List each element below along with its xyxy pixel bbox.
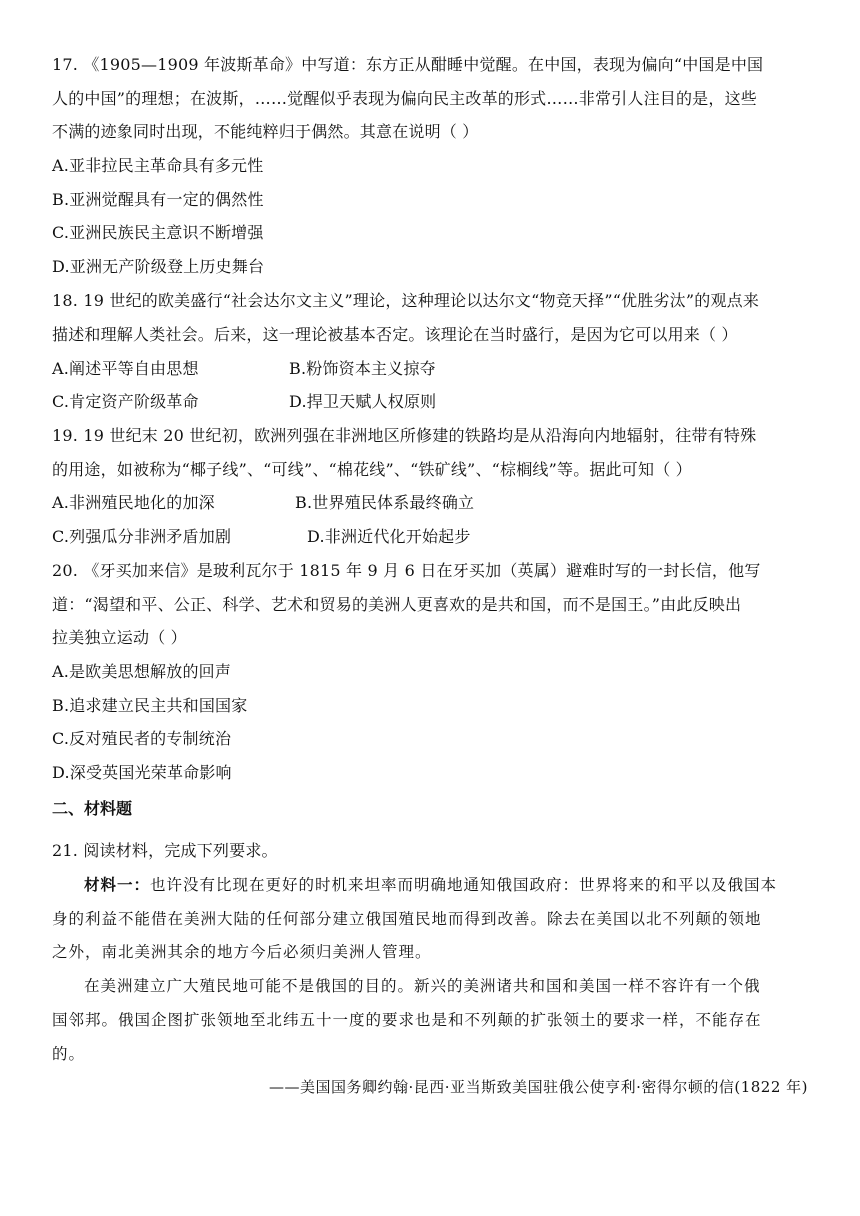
q17-line-2: 人的中国”的理想；在波斯，……觉醒似乎表现为偏向民主改革的形式……非常引人注目的是，这些 — [52, 89, 757, 108]
q20-line-3: 拉美独立运动（ ） — [52, 628, 187, 647]
material-1-p2-line-2: 国邻邦。俄国企图扩张领地至北纬五十一度的要求也是和不列颠的扩张领土的要求一样，不能存在 — [52, 1011, 762, 1029]
q19-option-c: C.列强瓜分非洲矛盾加剧 — [52, 527, 232, 546]
q17-option-c: C.亚洲民族民主意识不断增强 — [52, 223, 264, 242]
q20-option-d: D.深受英国光荣革命影响 — [52, 763, 232, 782]
q19-line-1: 19. 19 世纪末 20 世纪初，欧洲列强在非洲地区所修建的铁路均是从沿海向内地辐射，往带有特殊 — [52, 426, 757, 445]
material-source: ——美国国务卿约翰·昆西·亚当斯致美国驻俄公使亨利·密得尔顿的信(1822 年) — [269, 1078, 808, 1096]
material-1-line-1 — [84, 875, 777, 895]
q17-option-d: D.亚洲无产阶级登上历史舞台 — [52, 257, 265, 276]
q20-option-b: B.追求建立民主共和国国家 — [52, 696, 248, 715]
q17-line-3: 不满的迹象同时出现，不能纯粹归于偶然。其意在说明（ ） — [52, 122, 479, 141]
material-1-text: 也许没有比现在更好的时机来坦率而明确地通知俄国政府：世界将来的和平以及俄国本 — [150, 876, 778, 894]
q17-line-1: 17. 《1905—1909 年波斯革命》中写道：东方正从酣睡中觉醒。在中国，表现为偏向“中国是中国 — [52, 55, 764, 74]
q20-option-c: C.反对殖民者的专制统治 — [52, 729, 232, 748]
q17-option-a: A.亚非拉民主革命具有多元性 — [52, 156, 264, 175]
q18-option-b: B.粉饰资本主义掠夺 — [289, 359, 436, 378]
q19-option-d: D.非洲近代化开始起步 — [307, 527, 471, 546]
q21-intro: 21. 阅读材料，完成下列要求。 — [52, 841, 278, 860]
q20-line-2: 道：“渴望和平、公正、科学、艺术和贸易的美洲人更喜欢的是共和国，而不是国王。”由此反映出 — [52, 595, 742, 614]
material-1-line-2: 身的利益不能借在美洲大陆的任何部分建立俄国殖民地而得到改善。除去在美国以北不列颠的领地 — [52, 910, 762, 928]
q19-line-2: 的用途，如被称为“椰子线”、“可线”、“棉花线”、“铁矿线”、“棕榈线”等。据此可知（ ） — [52, 460, 692, 479]
q18-option-d: D.捍卫天赋人权原则 — [289, 392, 437, 411]
q18-line-1: 18. 19 世纪的欧美盛行“社会达尔文主义”理论，这种理论以达尔文“物竞天择”“优胜劣汰”的观点来 — [52, 291, 760, 310]
material-1-p2-line-1: 在美洲建立广大殖民地可能不是俄国的目的。新兴的美洲诸共和国和美国一样不容许有一个俄 — [84, 977, 761, 995]
section-title: 二、材料题 — [52, 799, 133, 818]
q18-option-c: C.肯定资产阶级革命 — [52, 392, 199, 411]
q18-line-2: 描述和理解人类社会。后来，这一理论被基本否定。该理论在当时盛行，是因为它可以用来（ ） — [52, 325, 738, 344]
q19-option-a: A.非洲殖民地化的加深 — [52, 493, 215, 512]
q18-option-a: A.阐述平等自由思想 — [52, 359, 199, 378]
q19-option-b: B.世界殖民体系最终确立 — [295, 493, 475, 512]
q20-option-a: A.是欧美思想解放的回声 — [52, 662, 232, 681]
material-1-line-3: 之外，南北美洲其余的地方今后必须归美洲人管理。 — [52, 943, 432, 961]
material-1-p2-line-3: 的。 — [52, 1045, 86, 1063]
q17-option-b: B.亚洲觉醒具有一定的偶然性 — [52, 190, 264, 209]
q20-line-1: 20. 《牙买加来信》是玻利瓦尔于 1815 年 9 月 6 日在牙买加（英属）避难时写的一封长信，他写 — [52, 561, 761, 580]
material-1-label: 材料一： — [84, 875, 151, 894]
